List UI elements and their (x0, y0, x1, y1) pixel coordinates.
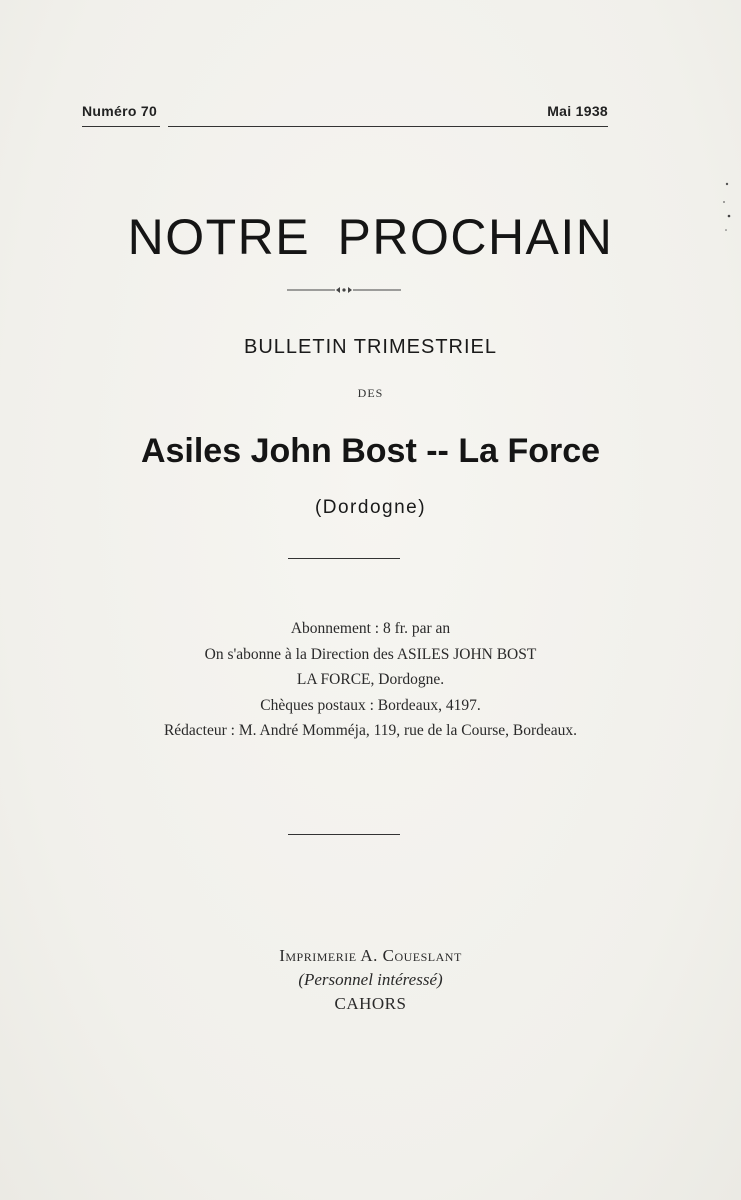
masthead-row (82, 100, 608, 130)
issue-number: Numéro 70 (82, 103, 158, 119)
publication-subtitle: BULLETIN TRIMESTRIEL (243, 336, 498, 358)
organization-name: Asiles John Bost -- La Force (140, 432, 601, 470)
publication-title: NOTRE PROCHAIN (127, 209, 614, 265)
printer-name: Imprimerie A. Coueslant (279, 946, 462, 965)
ornament-divider (287, 284, 401, 296)
des-label: DES (357, 386, 384, 400)
subscription-price: Abonnement : 8 fr. par an (290, 620, 451, 637)
paper-specks (717, 180, 731, 240)
subscription-info (0, 616, 741, 744)
postal-cheques: Chèques postaux : Bordeaux, 4197. (260, 696, 481, 714)
section-divider-bottom (288, 834, 400, 835)
issue-date: Mai 1938 (547, 103, 608, 119)
printer-note: (Personnel intéressé) (298, 970, 443, 989)
masthead-rule-right (168, 126, 608, 127)
subscription-address: On s'abonne à la Direction des ASILES JOHN BOST (204, 645, 537, 663)
editor-line: Rédacteur : M. André Momméja, 119, rue de la Course, Bordeaux. (163, 722, 578, 740)
printer-info (0, 944, 741, 1016)
masthead-rule-left (82, 126, 160, 127)
subscription-location: LA FORCE, Dordogne. (296, 671, 445, 689)
printer-city: CAHORS (334, 994, 407, 1013)
section-divider-top (288, 558, 400, 559)
region-label: (Dordogne) (314, 497, 427, 518)
